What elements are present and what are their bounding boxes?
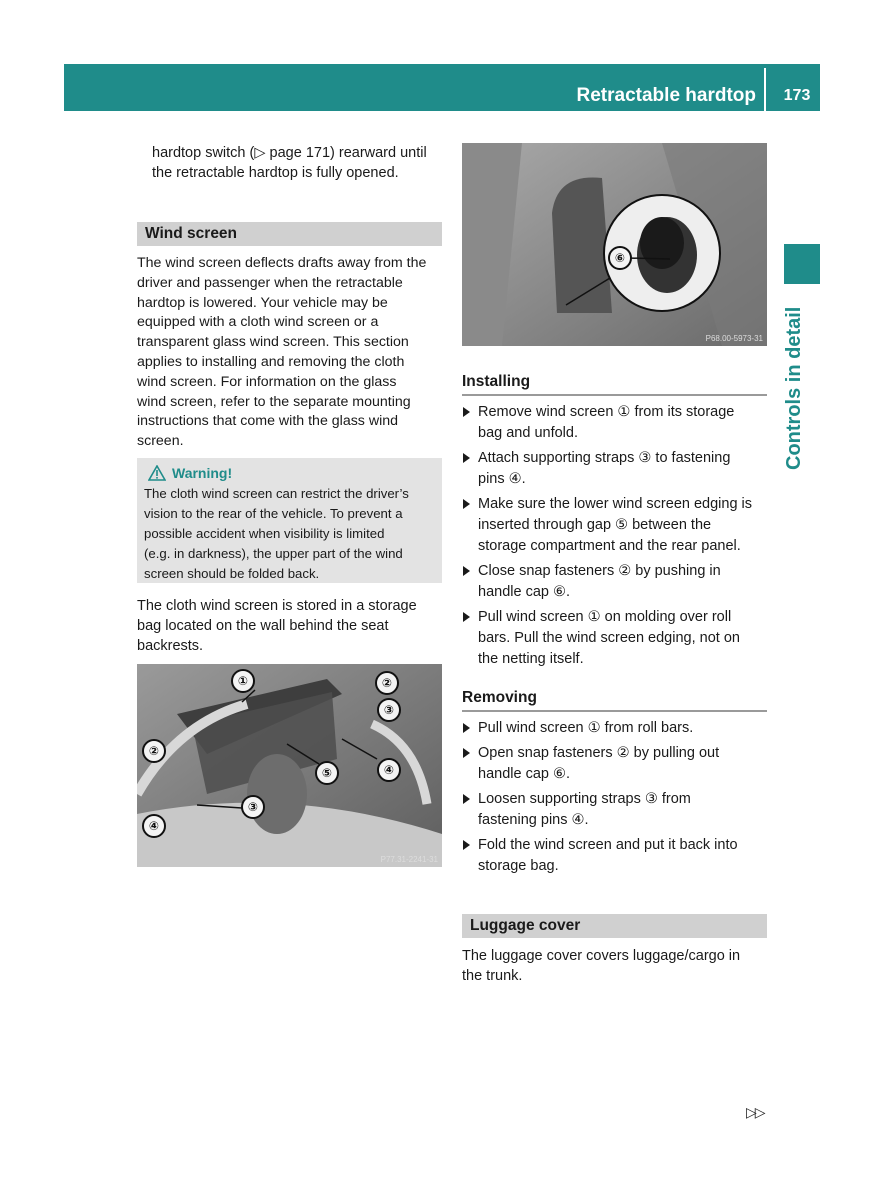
text-line: handle cap ⑥.	[478, 584, 571, 600]
intro-paragraph	[152, 143, 442, 183]
list-item	[462, 494, 768, 557]
callout-5: ⑤	[315, 761, 339, 785]
wind-screen-illustration	[137, 664, 442, 867]
callout-1: ①	[231, 669, 255, 693]
text-line: The cloth wind screen can restrict the driver’s	[144, 486, 409, 501]
text-line: Pull wind screen ① from roll bars.	[478, 720, 694, 736]
text-line: wind screen. For information on the glass	[137, 373, 397, 390]
warning-triangle-icon	[148, 465, 166, 481]
text-line: The cloth wind screen is stored in a storage	[137, 598, 417, 614]
bullet-arrow-icon	[463, 499, 470, 509]
text-line: transparent glass wind screen. This section	[137, 334, 409, 351]
bullet-arrow-icon	[463, 612, 470, 622]
text-line: Pull wind screen ① on molding over roll	[478, 609, 732, 625]
text-line: Make sure the lower wind screen edging is	[478, 496, 753, 512]
text-line: possible accident when visibility is limited	[144, 526, 385, 541]
bullet-arrow-icon	[463, 794, 470, 804]
text-line: Remove wind screen ① from its storage	[478, 404, 735, 420]
section-heading-wind-screen: Wind screen	[137, 222, 442, 246]
text-line: applies to installing and removing the cloth	[137, 353, 405, 370]
text-line: Open snap fasteners ② by pulling out	[478, 745, 720, 761]
chapter-title: Retractable hardtop	[576, 85, 756, 106]
page-header	[64, 64, 820, 111]
text-line: Close snap fasteners ② by pushing in	[478, 563, 721, 579]
storage-paragraph	[137, 596, 443, 656]
text-line: bag located on the wall behind the seat	[137, 618, 389, 634]
text-line: The wind screen deflects drafts away from the	[137, 255, 427, 271]
page-number: 173	[783, 87, 811, 104]
list-item	[462, 607, 768, 670]
handle-cap-illustration	[462, 143, 767, 346]
text-line: driver and passenger when the retractable	[137, 274, 403, 291]
text-line: bars. Pull the wind screen edging, not on	[478, 630, 740, 646]
warning-heading	[144, 462, 435, 484]
callout-2-left: ②	[142, 739, 166, 763]
text-line: hardtop is lowered. Your vehicle may be	[137, 294, 388, 311]
warning-body	[144, 484, 435, 584]
text-line: storage compartment and the rear panel.	[478, 538, 741, 554]
callout-6: ⑥	[608, 246, 632, 270]
text-line: pins ④.	[478, 471, 526, 487]
text-line: (e.g. in darkness), the upper part of the wind	[144, 546, 403, 561]
removing-steps	[462, 718, 768, 881]
bullet-arrow-icon	[463, 453, 470, 463]
header-divider	[764, 68, 766, 111]
text-line: storage bag.	[478, 858, 559, 874]
list-item	[462, 561, 768, 603]
text-line: Fold the wind screen and put it back into	[478, 837, 738, 853]
list-item	[462, 743, 768, 785]
callout-3-lower: ③	[241, 795, 265, 819]
warning-title: Warning!	[172, 465, 233, 481]
list-item	[462, 402, 768, 444]
handle-cap-drawing	[462, 143, 767, 346]
text-line: the trunk.	[462, 968, 523, 984]
text-line: fastening pins ④.	[478, 812, 589, 828]
side-chapter-label: Controls in detail	[783, 306, 805, 470]
text-line: Loosen supporting straps ③ from	[478, 791, 691, 807]
text-line: screen.	[137, 433, 184, 450]
text-line: screen should be folded back.	[144, 566, 320, 581]
list-item	[462, 718, 768, 739]
luggage-cover-body	[462, 946, 768, 986]
section-heading-luggage-cover: Luggage cover	[462, 914, 767, 938]
callout-4: ④	[377, 758, 401, 782]
bullet-arrow-icon	[463, 566, 470, 576]
callout-4-left: ④	[142, 814, 166, 838]
text-line: handle cap ⑥.	[478, 766, 571, 782]
text-line: wind screen, refer to the separate mounting	[137, 393, 411, 410]
bullet-arrow-icon	[463, 723, 470, 733]
image-code: P68.00-5973-31	[705, 334, 763, 343]
bullet-arrow-icon	[463, 407, 470, 417]
removing-heading: Removing	[462, 688, 767, 712]
list-item	[462, 789, 768, 831]
bullet-arrow-icon	[463, 840, 470, 850]
text-line: bag and unfold.	[478, 425, 578, 441]
callout-2: ②	[375, 671, 399, 695]
text-line: Attach supporting straps ③ to fastening	[478, 450, 731, 466]
bullet-arrow-icon	[463, 748, 470, 758]
text-line: hardtop switch (▷ page 171) rearward until	[152, 145, 427, 161]
installing-steps	[462, 402, 768, 674]
continue-marker: ▷▷	[746, 1104, 764, 1120]
text-line: vision to the rear of the vehicle. To prevent a	[144, 506, 403, 521]
text-line: the retractable hardtop is fully opened.	[152, 165, 399, 181]
image-code: P77.31-2241-31	[380, 855, 438, 864]
text-line: backrests.	[137, 638, 204, 654]
text-line: the netting itself.	[478, 651, 584, 667]
wind-screen-body	[137, 254, 443, 452]
warning-box	[137, 458, 442, 583]
callout-3: ③	[377, 698, 401, 722]
installing-heading: Installing	[462, 372, 767, 396]
text-line: equipped with a cloth wind screen or a	[137, 314, 379, 331]
list-item	[462, 835, 768, 877]
text-line: The luggage cover covers luggage/cargo in	[462, 948, 741, 964]
text-line: inserted through gap ⑤ between the	[478, 517, 712, 533]
text-line: instructions that come with the glass wind	[137, 413, 399, 430]
list-item	[462, 448, 768, 490]
